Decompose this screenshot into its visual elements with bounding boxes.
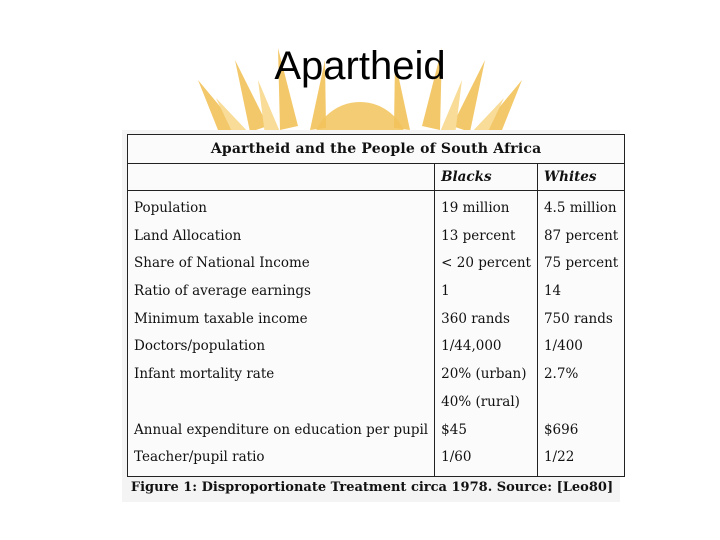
row-label: Share of National Income — [134, 255, 310, 272]
row-label: Minimum taxable income — [134, 310, 308, 327]
blacks-value: < 20 percent — [441, 255, 531, 272]
whites-value: 4.5 million — [543, 200, 617, 216]
blacks-value: $45 — [441, 421, 467, 438]
whites-value: 2.7% — [543, 366, 579, 383]
figure-caption: Figure 1: Disproportionate Treatment circa 1978. Source: [Leo80] — [130, 480, 614, 495]
apartheid-table — [127, 134, 625, 477]
blacks-value: 20% (urban) — [441, 366, 527, 383]
whites-value — [544, 389, 618, 417]
whites-value: 75 percent — [543, 255, 619, 272]
slide-title: Apartheid — [274, 44, 446, 88]
blacks-value: 1/60 — [441, 449, 472, 466]
header-whites: Whites — [537, 164, 624, 191]
row-label: Annual expenditure on education per pupil — [134, 421, 429, 438]
blacks-value: 1/44,000 — [441, 338, 502, 355]
row-label: Doctors/population — [134, 338, 266, 355]
row-label: Infant mortality rate — [134, 366, 275, 383]
row-label — [134, 389, 428, 417]
whites-value: 1/400 — [543, 338, 583, 355]
labels-column — [128, 191, 435, 477]
whites-value: $696 — [543, 421, 579, 438]
blacks-value: 13 percent — [441, 227, 516, 244]
header-blacks: Blacks — [435, 164, 538, 191]
blacks-value: 19 million — [441, 200, 510, 216]
blacks-value: 1 — [441, 283, 450, 300]
row-label: Teacher/pupil ratio — [134, 449, 265, 466]
blacks-value: 40% (rural) — [441, 393, 520, 410]
whites-column — [537, 191, 624, 477]
whites-value: 14 — [543, 283, 562, 300]
table-caption: Apartheid and the People of South Africa — [128, 135, 625, 164]
blacks-value: 360 rands — [441, 310, 510, 327]
whites-value: 87 percent — [543, 227, 619, 244]
whites-value: 1/22 — [543, 449, 575, 466]
row-label: Population — [134, 200, 207, 216]
blacks-column — [435, 191, 538, 477]
row-label: Land Allocation — [134, 227, 242, 244]
whites-value: 750 rands — [543, 310, 613, 327]
header-label-column — [128, 164, 435, 191]
row-label: Ratio of average earnings — [134, 283, 311, 300]
